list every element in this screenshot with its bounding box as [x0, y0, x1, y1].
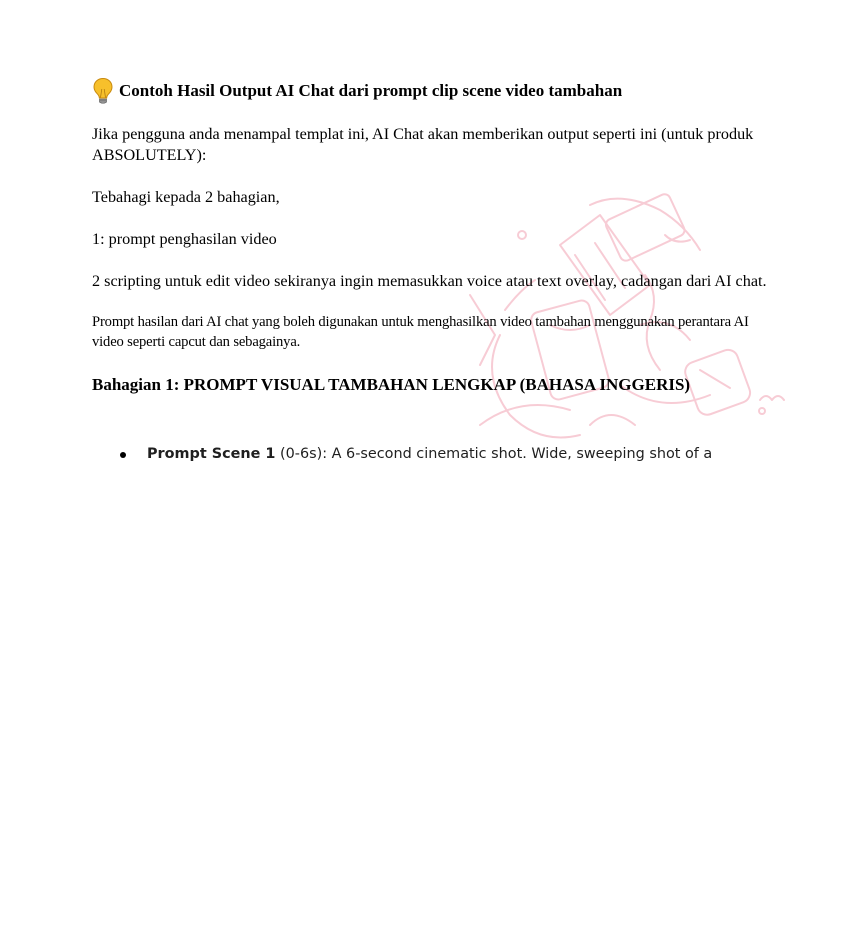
prompt-note-paragraph: Prompt hasilan dari AI chat yang boleh digunakan untuk menghasilkan video tambahan menggunakan perantara AI video seperti capcut dan sebagainya.: [92, 314, 749, 350]
bullet-list-cut: [92, 444, 772, 461]
heading-title: Contoh Hasil Output AI Chat dari prompt clip scene video tambahan: [119, 81, 623, 100]
split-paragraph: Tebahagi kepada 2 bahagian,: [92, 188, 280, 206]
bullet-dot: [120, 452, 126, 458]
section-heading: Bahagian 1: PROMPT VISUAL TAMBAHAN LENGKAP (BAHASA INGGERIS): [92, 375, 691, 394]
intro-paragraph: Jika pengguna anda menampal templat ini, AI Chat akan memberikan output seperti ini (untuk produk ABSOLUTELY):: [92, 125, 754, 164]
lightbulb-icon: [92, 77, 114, 105]
document-body: [92, 76, 772, 396]
list-item: [92, 444, 712, 461]
part-one-paragraph: 1: prompt penghasilan video: [92, 230, 277, 248]
part-two-paragraph: 2 scripting untuk edit video sekiranya ingin memasukkan voice atau text overlay, cadangan dari AI chat.: [92, 272, 767, 290]
bullet-label: Prompt Scene 1: [147, 446, 276, 461]
heading-row: [92, 76, 772, 106]
bullet-text: (0-6s): A 6-second cinematic shot. Wide, sweeping shot of a: [275, 446, 713, 461]
